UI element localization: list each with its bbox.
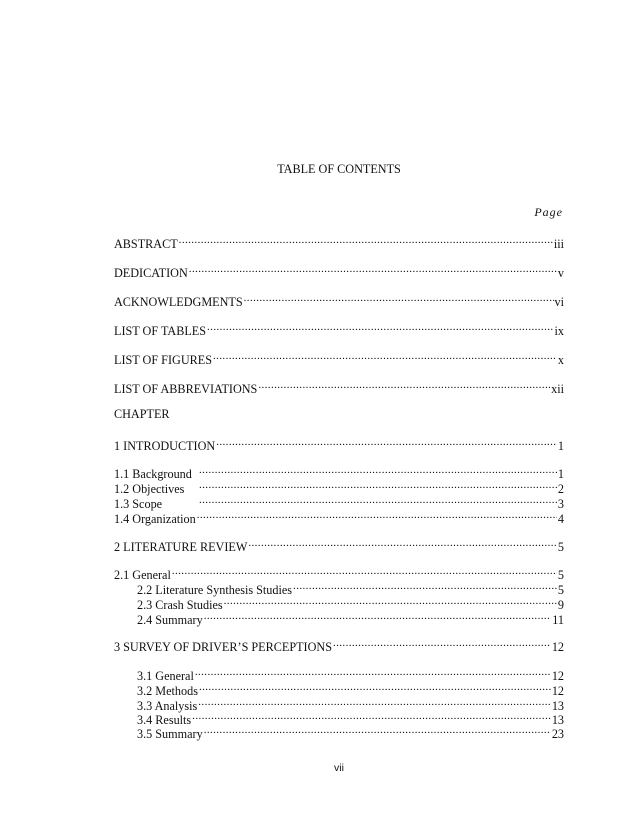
toc-entry-list-of-figures — [114, 350, 564, 367]
toc-section-3-5 — [137, 724, 564, 741]
toc-section-1-2 — [114, 479, 564, 496]
toc-section-2-2 — [137, 580, 564, 597]
toc-entry-page: 1 — [557, 439, 564, 453]
toc-entry-label: 2 LITERATURE REVIEW — [114, 540, 248, 554]
dot-leader — [198, 696, 551, 710]
toc-entry-list-of-tables — [114, 321, 564, 338]
dot-leader — [199, 464, 557, 478]
toc-entry-page: 5 — [557, 583, 564, 597]
toc-entry-label: 2.4 Summary — [137, 613, 203, 627]
toc-entry-label: 3 SURVEY OF DRIVER’S PERCEPTIONS — [114, 640, 332, 654]
toc-section-2-1 — [114, 565, 564, 582]
dot-leader — [204, 724, 551, 738]
dot-leader — [179, 234, 553, 248]
toc-entry-page: xii — [551, 382, 564, 396]
page-number: vii — [334, 762, 344, 774]
toc-entry-page: 23 — [551, 727, 564, 741]
dot-leader — [197, 509, 557, 523]
toc-entry-label: LIST OF FIGURES — [114, 353, 212, 367]
toc-entry-page: vi — [554, 295, 564, 309]
dot-leader — [192, 710, 551, 724]
toc-entry-page: 11 — [552, 613, 564, 627]
toc-entry-label: 3.1 General — [137, 669, 194, 683]
toc-entry-page: 12 — [551, 684, 564, 698]
toc-entry-page: 1 — [557, 467, 564, 481]
toc-entry-label: 3.4 Results — [137, 713, 192, 727]
dot-leader — [199, 494, 557, 508]
toc-entry-label: 2.3 Crash Studies — [137, 598, 223, 612]
dot-leader — [172, 565, 557, 579]
toc-entry-label: 1 INTRODUCTION — [114, 439, 216, 453]
toc-entry-page: x — [557, 353, 564, 367]
toc-section-2-3 — [137, 595, 564, 612]
toc-section-3-2 — [137, 681, 564, 698]
dot-leader — [189, 263, 557, 277]
toc-entry-label: ABSTRACT — [114, 237, 178, 251]
dot-leader — [195, 666, 551, 680]
toc-entry-label: ACKNOWLEDGMENTS — [114, 295, 243, 309]
toc-entry-label: 1.2 Objectives — [114, 482, 185, 496]
toc-section-2-4 — [137, 610, 564, 627]
toc-chapter-1 — [114, 436, 564, 453]
dot-leader — [258, 379, 550, 393]
toc-entry-page: 13 — [551, 713, 564, 727]
toc-entry-page: 13 — [551, 699, 564, 713]
toc-section-3-1 — [137, 666, 564, 683]
dot-leader — [216, 436, 557, 450]
toc-entry-label: 3.5 Summary — [137, 727, 203, 741]
toc-entry-page: 12 — [551, 669, 564, 683]
toc-entry-page: v — [557, 266, 564, 280]
dot-leader — [224, 595, 557, 609]
toc-entry-page: ix — [554, 324, 564, 338]
toc-entry-page: 9 — [557, 598, 564, 612]
toc-entry-dedication — [114, 263, 564, 280]
toc-section-1-4 — [114, 509, 564, 526]
toc-chapter-2 — [114, 537, 564, 554]
toc-entry-page: 5 — [557, 568, 564, 582]
dot-leader — [204, 610, 552, 624]
dot-leader — [199, 681, 551, 695]
chapter-heading: CHAPTER — [114, 407, 170, 421]
toc-section-1-1 — [114, 464, 564, 481]
toc-entry-label: 2.2 Literature Synthesis Studies — [137, 583, 293, 597]
dot-leader — [213, 350, 557, 364]
toc-section-3-4 — [137, 710, 564, 727]
dot-leader — [333, 637, 551, 651]
toc-entry-page: iii — [553, 237, 564, 251]
toc-section-1-3 — [114, 494, 564, 511]
dot-leader — [207, 321, 553, 335]
toc-entry-page: 4 — [557, 512, 564, 526]
toc-entry-label: 1.1 Background — [114, 467, 192, 481]
toc-entry-page: 12 — [551, 640, 564, 654]
toc-entry-label: LIST OF TABLES — [114, 324, 207, 338]
page-title: TABLE OF CONTENTS — [277, 162, 401, 176]
toc-entry-label: 2.1 General — [114, 568, 171, 582]
toc-entry-page: 2 — [557, 482, 564, 496]
toc-entry-label: 3.2 Methods — [137, 684, 198, 698]
toc-entry-abstract — [114, 234, 564, 251]
dot-leader — [293, 580, 557, 594]
toc-entry-label: 1.3 Scope — [114, 497, 163, 511]
dot-leader — [199, 479, 557, 493]
toc-entry-label: LIST OF ABBREVIATIONS — [114, 382, 258, 396]
dot-leader — [244, 292, 554, 306]
toc-chapter-3 — [114, 637, 564, 654]
toc-section-3-3 — [137, 696, 564, 713]
page-column-label: Page — [534, 205, 563, 219]
toc-entry-page: 3 — [557, 497, 564, 511]
toc-entry-label: DEDICATION — [114, 266, 188, 280]
toc-entry-label: 3.3 Analysis — [137, 699, 198, 713]
toc-entry-page: 5 — [557, 540, 564, 554]
toc-entry-list-of-abbreviations — [114, 379, 564, 396]
toc-entry-acknowledgments — [114, 292, 564, 309]
dot-leader — [248, 537, 557, 551]
toc-entry-label: 1.4 Organization — [114, 512, 196, 526]
